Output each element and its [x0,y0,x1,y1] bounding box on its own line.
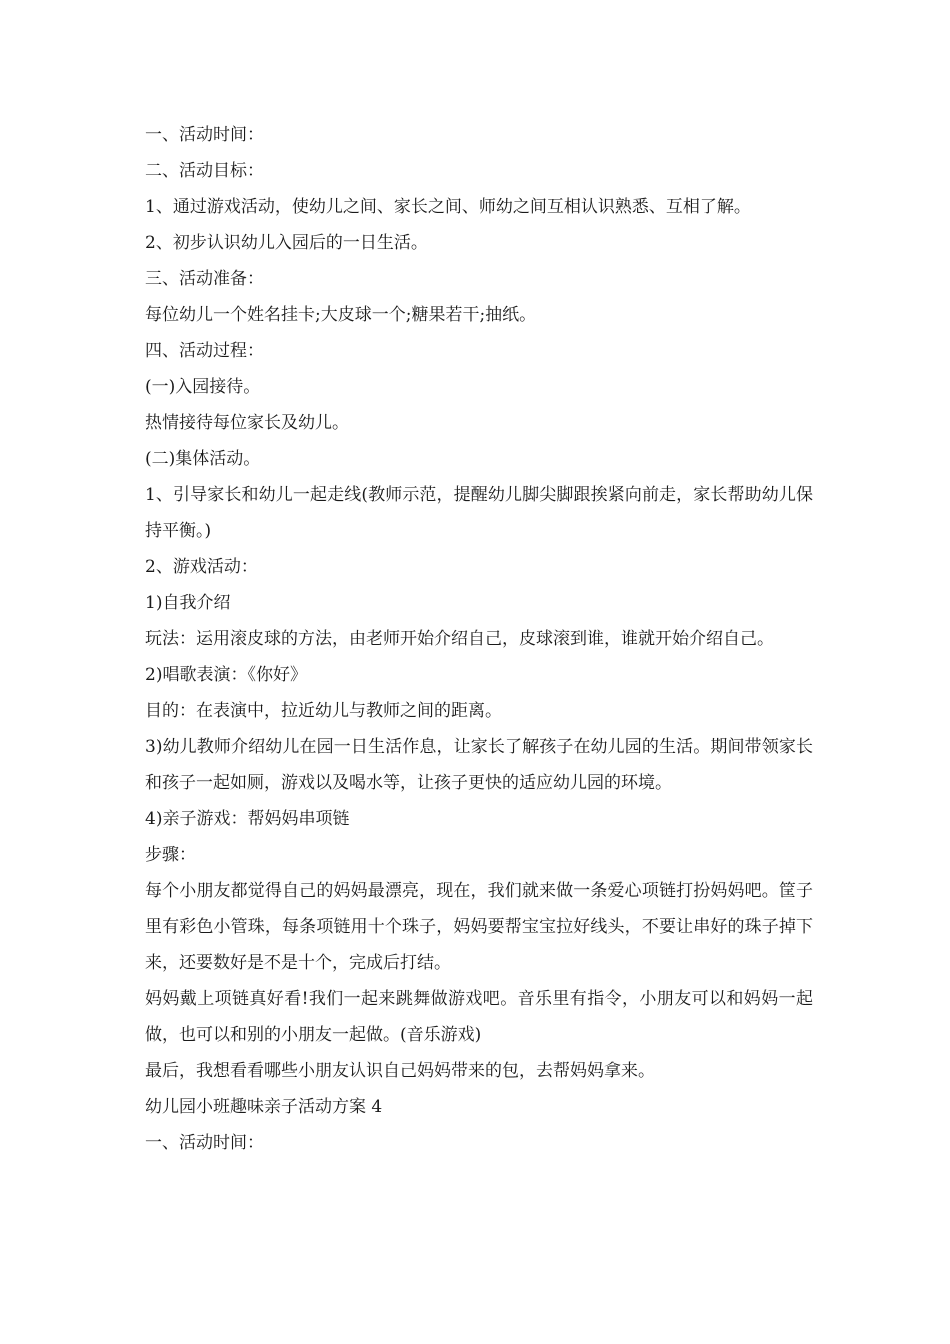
paragraph: 2、初步认识幼儿入园后的一日生活。 [145,233,428,253]
paragraph: 一、活动时间： [145,1133,264,1153]
paragraph: 热情接待每位家长及幼儿。 [145,413,349,433]
paragraph: (一)入园接待。 [145,377,261,397]
paragraph: 目的：在表演中，拉近幼儿与教师之间的距离。 [145,701,502,721]
paragraph: (二)集体活动。 [145,449,261,469]
paragraph: 步骤： [145,845,196,865]
paragraph: 最后，我想看看哪些小朋友认识自己妈妈带来的包，去帮妈妈拿来。 [145,1061,655,1081]
paragraph: 2)唱歌表演：《你好》 [145,665,307,685]
section-heading: 幼儿园小班趣味亲子活动方案 4 [145,1097,383,1117]
paragraph: 1)自我介绍 [145,593,231,613]
document-body [145,117,813,1161]
paragraph: 二、活动目标： [145,161,264,181]
paragraph: 妈妈戴上项链真好看!我们一起来跳舞做游戏吧。音乐里有指令，小朋友可以和妈妈一起做，也可以和别的小朋友一起做。(音乐游戏) [145,989,813,1045]
paragraph: 每位幼儿一个姓名挂卡;大皮球一个;糖果若干;抽纸。 [145,305,537,325]
paragraph: 一、活动时间： [145,125,264,145]
paragraph: 4)亲子游戏：帮妈妈串项链 [145,809,350,829]
paragraph: 四、活动过程： [145,341,264,361]
paragraph: 1、通过游戏活动，使幼儿之间、家长之间、师幼之间互相认识熟悉、互相了解。 [145,197,751,217]
paragraph: 1、引导家长和幼儿一起走线(教师示范，提醒幼儿脚尖脚跟挨紧向前走，家长帮助幼儿保持平衡。) [145,485,813,541]
paragraph: 2、游戏活动： [145,557,258,577]
paragraph: 玩法：运用滚皮球的方法，由老师开始介绍自己，皮球滚到谁，谁就开始介绍自己。 [145,629,774,649]
paragraph: 每个小朋友都觉得自己的妈妈最漂亮，现在，我们就来做一条爱心项链打扮妈妈吧。筐子里有彩色小管珠，每条项链用十个珠子，妈妈要帮宝宝拉好线头，不要让串好的珠子掉下来，还要数好是不是十个，完成后打结。 [145,881,813,973]
paragraph: 3)幼儿教师介绍幼儿在园一日生活作息，让家长了解孩子在幼儿园的生活。期间带领家长和孩子一起如厕，游戏以及喝水等，让孩子更快的适应幼儿园的环境。 [145,737,813,793]
paragraph: 三、活动准备： [145,269,264,289]
